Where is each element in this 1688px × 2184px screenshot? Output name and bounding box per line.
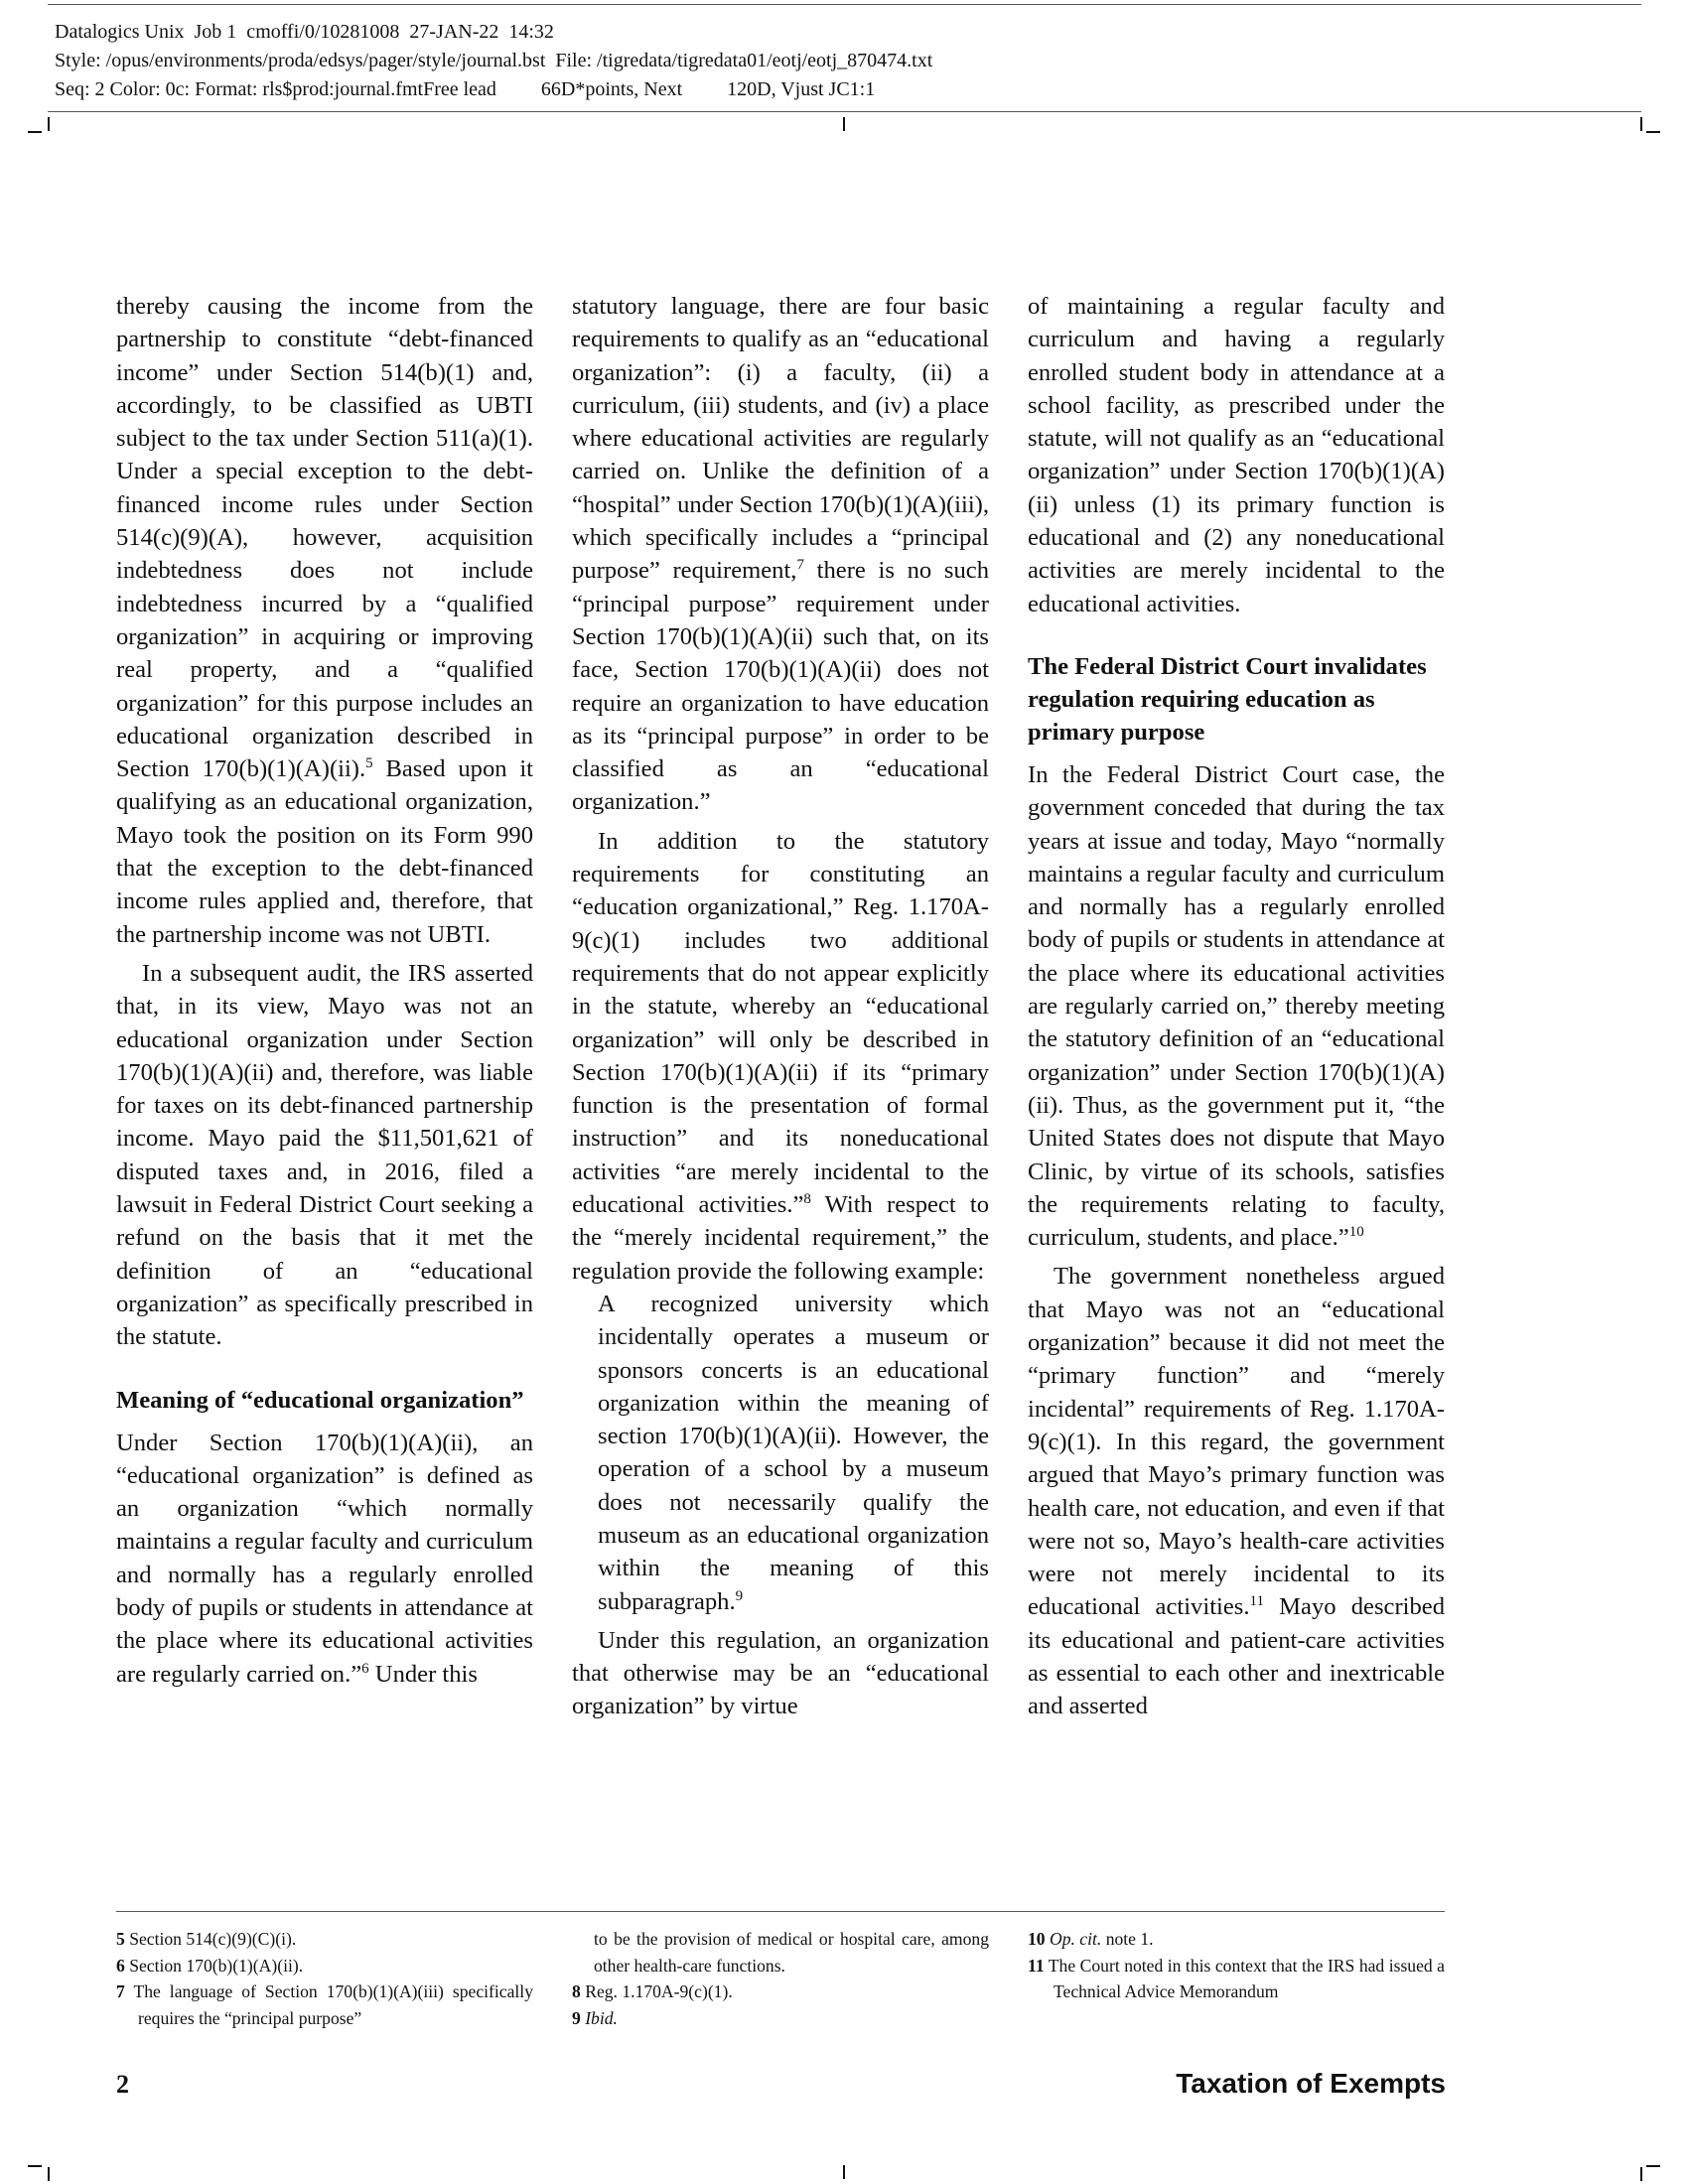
page-number: 2 <box>116 2070 129 2099</box>
footnote-number: 7 <box>116 1981 125 2001</box>
paragraph: Under this regulation, an organization that otherwise may be an “educational organization” by virtue <box>572 1626 989 1720</box>
job-header-line-3: Seq: 2 Color: 0c: Format: rls$prod:journal.fmtFree lead 66D*points, Next 120D, Vjust JC1:1 <box>55 78 876 100</box>
column-1 <box>116 290 533 1691</box>
footnote-text: The Court noted in this context that the IRS had issued a Technical Advice Memorandum <box>1048 1955 1445 2001</box>
header-bottom-rule <box>48 111 1641 112</box>
footnote-7-continued: to be the provision of medical or hospital care, among other health-care functions. <box>594 1929 989 1976</box>
footnote-number: 8 <box>572 1981 581 2001</box>
footnote-rule <box>116 1911 1445 1912</box>
header-top-rule <box>48 4 1641 5</box>
block-quote <box>598 1288 989 1618</box>
footnote-ref[interactable]: 10 <box>1348 1223 1364 1240</box>
footnote-ref[interactable]: 7 <box>796 557 804 574</box>
footnotes-column-2 <box>572 1926 989 2031</box>
paragraph: In a subsequent audit, the IRS asserted that, in its view, Mayo was not an educational organization under Section 170(b)(1)(A)(ii) and, therefore, was liable for taxes on its debt-financed partnership income. Mayo paid the $11,501,621 of disputed taxes and, in 2016, filed a lawsuit in Federal District Court seeking a refund on the basis that it met the definition of an “educational organization” as specifically prescribed in the statute. <box>116 959 533 1351</box>
paragraph <box>116 1427 533 1691</box>
paragraph-text: The government nonetheless argued that Mayo was not an “educational organization” because it did not meet the “primary function” and “merely incidental” requirements of Reg. 1.170A-9(c)(1). In this regard, the government argued that Mayo’s primary function was health care, not education, and even if that were not so, Mayo’s health-care activities were not merely incidental to its educational activities. <box>1028 1263 1445 1621</box>
paragraph-text: With respect to the “merely incidental requirement,” the regulation provide the following example: <box>572 1191 989 1285</box>
crop-mark-bottom-left <box>28 2165 42 2167</box>
footnote-text: Section 514(c)(9)(C)(i). <box>129 1929 297 1949</box>
paragraph-text: there is no such “principal purpose” requirement under Section 170(b)(1)(A)(ii) such that, on its face, Section 170(b)(1)(A)(ii) does not require an organization to have education as its “principal purpose” in order to be classified as an “educational organization.” <box>572 557 989 816</box>
footnote-ref[interactable]: 5 <box>365 754 373 771</box>
footnote-ref[interactable]: 9 <box>735 1587 744 1604</box>
footnotes-column-3 <box>1028 1926 1445 2005</box>
paragraph <box>1028 758 1445 1254</box>
footnote-6 <box>116 1953 533 1979</box>
footnote-text: note 1. <box>1101 1929 1154 1949</box>
crop-mark-bottom-right <box>1646 2165 1660 2167</box>
paragraph-text: In the Federal District Court case, the government conceded that during the tax years at issue and today, Mayo “normally maintains a regular faculty and curriculum and normally has a regularly enrolled body of pupils or students in attendance at the place where its educational activities are regularly carried on,” thereby meeting the statutory definition of an “educational organization” under Section 170(b)(1)(A)(ii). Thus, as the government put it, “the United States does not dispute that Mayo Clinic, by virtue of its schools, satisfies the requirements relating to faculty, curriculum, students, and place.” <box>1028 760 1445 1252</box>
paragraph <box>1028 1260 1445 1722</box>
footnote-9 <box>572 2005 989 2032</box>
footnote-italic-text: Op. cit. <box>1050 1929 1102 1949</box>
crop-mark-bottom-right-vertical <box>1640 2167 1642 2181</box>
footnote-ref[interactable]: 11 <box>1249 1593 1264 1610</box>
paragraph-text: statutory language, there are four basic requirements to qualify as an “educational organization”: (i) a faculty, (ii) a curriculum, (iii) students, and (iv) a place where educational activities are regularly carried on. Unlike the definition of a “hospital” under Section 170(b)(1)(A)(iii), which specifically includes a “principal purpose” requirement, <box>572 293 989 585</box>
column-3 <box>1028 290 1445 1723</box>
paragraph-text: In addition to the statutory requirements for constituting an “education organizational,” Reg. 1.170A-9(c)(1) includes two additional requirements that do not appear explicitly in the statute, whereby an “educational organization” will only be described in Section 170(b)(1)(A)(ii) if its “primary function is the presentation of formal instruction” and its noneducational activities “are merely incidental to the educational activities.” <box>572 827 989 1219</box>
footnote-number: 11 <box>1028 1955 1045 1976</box>
job-header <box>55 18 1643 104</box>
footnote-7 <box>116 1979 533 2031</box>
footnote-11 <box>1028 1953 1445 2005</box>
footnote-number: 5 <box>116 1929 125 1949</box>
crop-mark-top-center <box>843 117 845 131</box>
crop-mark-top-right <box>1646 131 1660 133</box>
footnote-number: 10 <box>1028 1929 1046 1949</box>
paragraph <box>572 290 989 819</box>
crop-mark-top-left-vertical <box>48 117 50 131</box>
footnote-text: Section 170(b)(1)(A)(ii). <box>129 1955 304 1976</box>
footnote-number: 9 <box>572 2007 581 2028</box>
footnotes-column-1 <box>116 1926 533 2031</box>
paragraph-text: Under Section 170(b)(1)(A)(ii), an “educational organization” is defined as an organization “which normally maintains a regular faculty and curriculum and normally has a regularly enrolled body of pupils or students in attendance at the place where its educational activities are regularly carried on.” <box>116 1429 533 1688</box>
journal-title: Taxation of Exempts <box>1176 2068 1446 2099</box>
paragraph <box>116 290 533 951</box>
paragraph: of maintaining a regular faculty and curriculum and having a regularly enrolled student body in attendance at a school facility, as prescribed under the statute, will not qualify as an “educational organization” under Section 170(b)(1)(A)(ii) unless (1) its primary function is educational and (2) any noneducational activities are merely incidental to the educational activities. <box>1028 293 1445 617</box>
paragraph-text: thereby causing the income from the partnership to constitute “debt-financed income” under Section 514(b)(1) and, accordingly, to be classified as UBTI subject to the tax under Section 511(a)(1). Under a special exception to the debt-financed income rules under Section 514(c)(9)(A), however, acquisition indebtedness does not include indebtedness incurred by a “qualified organization” in acquiring or improving real property, and a “qualified organization” for this purpose includes an educational organization described in Section 170(b)(1)(A)(ii). <box>116 293 533 783</box>
paragraph-text: Under this <box>368 1660 478 1688</box>
footnote-8 <box>572 1979 989 2005</box>
crop-mark-top-right-vertical <box>1640 117 1642 131</box>
footnote-text: Ibid. <box>585 2007 618 2028</box>
crop-mark-bottom-left-vertical <box>48 2167 50 2181</box>
job-header-line-2: Style: /opus/environments/proda/edsys/pager/style/journal.bst File: /tigredata/tigredata01/eotj/eotj_870474.txt <box>55 50 933 71</box>
crop-mark-bottom-center <box>843 2165 845 2179</box>
section-heading: Meaning of “educational organization” <box>116 1386 524 1414</box>
footnote-number: 6 <box>116 1955 125 1976</box>
job-header-line-1: Datalogics Unix Job 1 cmoffi/0/10281008 27-JAN-22 14:32 <box>55 21 554 43</box>
paragraph-text: Mayo described its educational and patient-care activities as essential to each other and inextricable and asserted <box>1028 1593 1445 1720</box>
paragraph <box>572 825 989 1288</box>
footnote-ref[interactable]: 8 <box>803 1190 811 1207</box>
paragraph-text: Based upon it qualifying as an educational organization, Mayo took the position on its Form 990 that the exception to the debt-financed income rules applied and, therefore, that the partnership income was not UBTI. <box>116 755 534 948</box>
footnote-text: Reg. 1.170A-9(c)(1). <box>585 1981 733 2001</box>
footnote-5 <box>116 1926 533 1953</box>
crop-mark-top-left <box>28 131 42 133</box>
quote-text: A recognized university which incidentally operates a museum or sponsors concerts is an educational organization within the meaning of section 170(b)(1)(A)(ii). However, the operation of a school by a museum does not necessarily qualify the museum as an educational organization within the meaning of this subparagraph. <box>598 1290 989 1615</box>
footnote-ref[interactable]: 6 <box>361 1660 369 1677</box>
column-2 <box>572 290 989 1723</box>
footnote-text: The language of Section 170(b)(1)(A)(iii) specifically requires the “principal purpose” <box>133 1981 533 2028</box>
section-heading: The Federal District Court invalidates regulation requiring education as primary purpose <box>1028 652 1427 746</box>
footnote-10 <box>1028 1926 1445 1953</box>
